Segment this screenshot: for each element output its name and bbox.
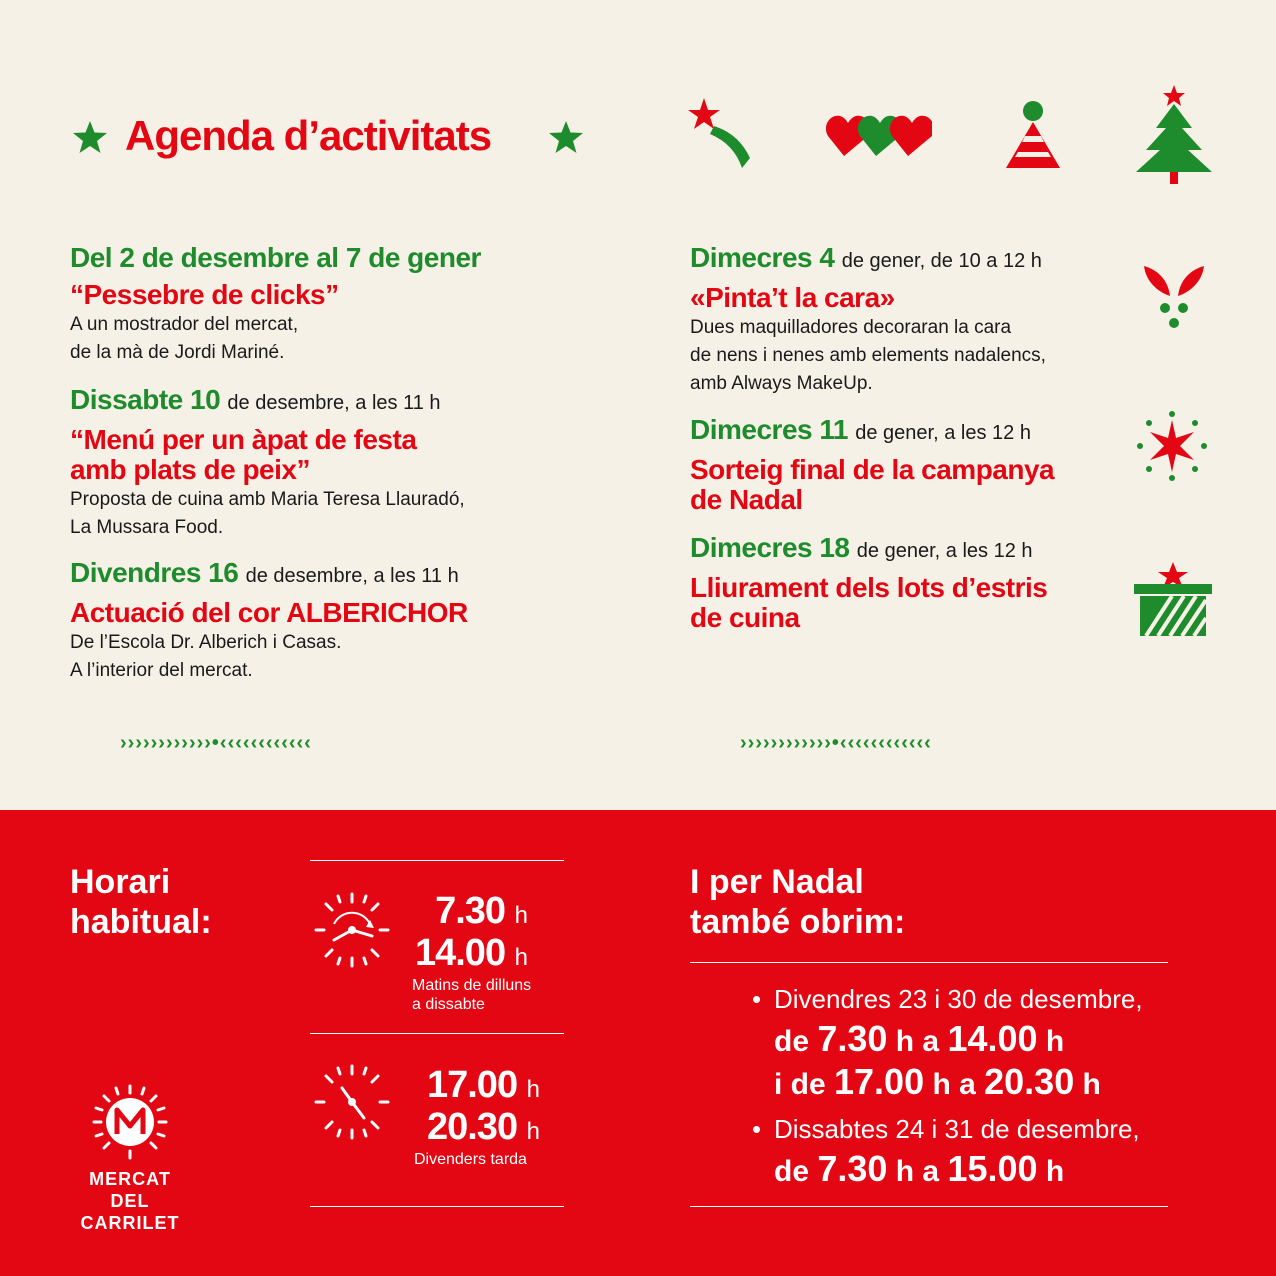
event-title: Actuació del cor ALBERICHOR — [70, 597, 468, 628]
event-right-1 — [690, 242, 1046, 398]
chevron-divider: ››››››››››››•‹‹‹‹‹‹‹‹‹‹‹‹ — [740, 732, 932, 754]
event-right-3 — [690, 532, 1047, 633]
evening-open-time: 17.00 h — [426, 1064, 540, 1106]
evening-label: Divenders tarda — [414, 1151, 527, 1168]
event-desc: La Mussara Food. — [70, 517, 224, 538]
nadal-item-1: • Divendres 23 i 30 de desembre, de 7.30 h a 14.00 h i de 17.00 h a 20.30 h — [752, 984, 1143, 1102]
event-desc: De l’Escola Dr. Alberich i Casas. — [70, 632, 342, 653]
event-date: Dimecres 11 de gener, a les 12 h — [690, 414, 1031, 445]
snowflake-star-icon — [1136, 410, 1208, 482]
nadal-heading: I per Nadal també obrim: — [690, 863, 906, 941]
holly-icon — [1140, 262, 1208, 330]
event-date: Divendres 16 de desembre, a les 11 h — [70, 557, 459, 588]
event-desc: amb Always MakeUp. — [690, 373, 873, 394]
hearts-icon — [826, 112, 932, 158]
event-title: Lliurament dels lots d’estris — [690, 572, 1048, 603]
event-desc: A l’interior del mercat. — [70, 660, 253, 681]
event-title: “Pessebre de clicks” — [70, 279, 339, 310]
morning-label: Matins de dilluns a dissabte — [412, 977, 532, 1013]
event-date: Dissabte 10 de desembre, a les 11 h — [70, 384, 441, 415]
event-left-1 — [70, 242, 481, 367]
event-date: Del 2 de desembre al 7 de gener — [70, 242, 481, 273]
page-title: Agenda d’activitats — [125, 112, 492, 159]
shooting-star-icon — [684, 96, 756, 172]
nadal-item-2: • Dissabtes 24 i 31 de desembre, de 7.30 h a 15.00 h — [752, 1114, 1140, 1189]
event-title: de cuina — [690, 602, 800, 633]
event-title: «Pinta’t la cara» — [690, 282, 895, 313]
chevron-divider: ››››››››››››•‹‹‹‹‹‹‹‹‹‹‹‹ — [120, 732, 312, 754]
event-title: amb plats de peix” — [70, 454, 310, 485]
event-desc: de la mà de Jordi Mariné. — [70, 342, 285, 363]
event-left-2 — [70, 384, 465, 542]
horari-heading: Horari habitual: — [70, 863, 212, 941]
divider-line — [690, 962, 1168, 963]
event-title: “Menú per un àpat de festa — [70, 424, 417, 455]
divider-line — [310, 860, 564, 861]
morning-close-time: 14.00 h — [414, 932, 528, 974]
event-date: Dimecres 18 de gener, a les 12 h — [690, 532, 1033, 563]
star-icon — [548, 120, 584, 156]
mercat-logo-text: MERCAT DEL CARRILET — [80, 1169, 180, 1233]
mercat-logo-icon — [92, 1084, 168, 1160]
event-desc: A un mostrador del mercat, — [70, 314, 299, 335]
gift-icon — [1132, 560, 1214, 638]
event-date: Dimecres 4 de gener, de 10 a 12 h — [690, 242, 1042, 273]
event-right-2 — [690, 414, 1054, 515]
divider-line — [310, 1033, 564, 1034]
evening-close-time: 20.30 h — [426, 1106, 540, 1148]
star-icon — [72, 120, 108, 156]
event-desc: Dues maquilladores decoraran la cara — [690, 317, 1012, 338]
clock-morning-icon — [312, 890, 392, 970]
party-hat-icon — [1004, 100, 1062, 170]
christmas-tree-icon — [1134, 84, 1214, 184]
divider-line — [310, 1206, 564, 1207]
divider-line — [690, 1206, 1168, 1207]
event-desc: de nens i nenes amb elements nadalencs, — [690, 345, 1046, 366]
event-title: de Nadal — [690, 484, 803, 515]
event-desc: Proposta de cuina amb Maria Teresa Llauradó, — [70, 489, 465, 510]
event-title: Sorteig final de la campanya — [690, 454, 1055, 485]
event-left-3 — [70, 557, 468, 685]
clock-evening-icon — [312, 1062, 392, 1142]
morning-open-time: 7.30 h — [435, 890, 528, 932]
